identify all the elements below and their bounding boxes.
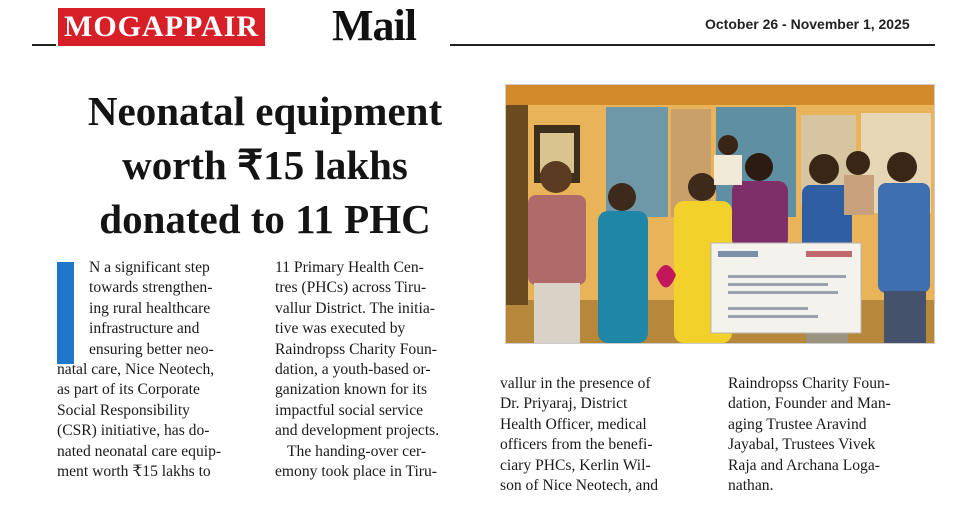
article-column-3 (500, 374, 710, 496)
article-line: towards strengthen- (89, 279, 213, 297)
article-column-1 (57, 258, 257, 482)
article-line: The handing-over cer- (287, 442, 427, 460)
article-line: Jayabal, Trustees Vivek (728, 436, 876, 454)
article-line: N a significant step (89, 259, 210, 276)
article-line: infrastructure and (89, 320, 200, 338)
article-line: dation, a youth-based or- (275, 361, 431, 379)
masthead-rule-left (32, 44, 56, 46)
article-line: ment worth ₹15 lakhs to (57, 463, 211, 481)
headline-line-2: worth ₹15 lakhs (122, 142, 408, 188)
article-line: aging Trustee Aravind (728, 415, 867, 433)
masthead-logo-mail: Mail (332, 1, 416, 50)
article-line: Social Responsibility (57, 401, 190, 419)
article-line: Health Officer, medical (500, 415, 647, 433)
article-line: officers from the benefi- (500, 436, 653, 454)
article-line: dation, Founder and Man- (728, 395, 891, 413)
masthead (0, 0, 980, 52)
article-line: impactful social service (275, 401, 424, 419)
article-line: ganization known for its (275, 381, 428, 399)
article-line: emony took place in Tiru- (275, 463, 437, 481)
article-line: nated neonatal care equip- (57, 442, 222, 460)
article-column-4 (728, 374, 938, 496)
article-line: tive was executed by (275, 320, 406, 338)
article-line: ciary PHCs, Kerlin Wil- (500, 456, 651, 474)
article-line: Raja and Archana Loga- (728, 456, 880, 474)
event-photo-illustration (506, 85, 934, 343)
article-line: son of Nice Neotech, and (500, 477, 659, 495)
headline-line-1: Neonatal equipment (87, 88, 443, 134)
article-line: ensuring better neo- (89, 340, 214, 358)
article-line: Raindropss Charity Foun- (728, 375, 890, 392)
article-line: tres (PHCs) across Tiru- (275, 279, 427, 297)
article-line: and development projects. (275, 422, 440, 440)
headline (30, 84, 500, 246)
article-line: 11 Primary Health Cen- (275, 259, 424, 276)
issue-date: October 26 - November 1, 2025 (705, 16, 910, 32)
masthead-logo-red: MOGAPPAIR (58, 8, 265, 46)
article-line: ing rural healthcare (89, 299, 211, 317)
article-line: Dr. Priyaraj, District (500, 395, 628, 413)
article-line: natal care, Nice Neotech, (57, 361, 215, 379)
article-line: (CSR) initiative, has do- (57, 422, 210, 440)
event-photo (505, 84, 935, 344)
article-column-2 (275, 258, 485, 482)
article-line: Raindropss Charity Foun- (275, 340, 437, 358)
donation-cheque-board (711, 243, 861, 333)
article-line: vallur in the presence of (500, 375, 651, 392)
headline-line-3: donated to 11 PHC (99, 196, 431, 242)
article-line: nathan. (728, 477, 774, 495)
article-line: vallur District. The initia- (275, 299, 435, 317)
article-line: as part of its Corporate (57, 381, 200, 399)
masthead-rule-right (450, 44, 935, 46)
